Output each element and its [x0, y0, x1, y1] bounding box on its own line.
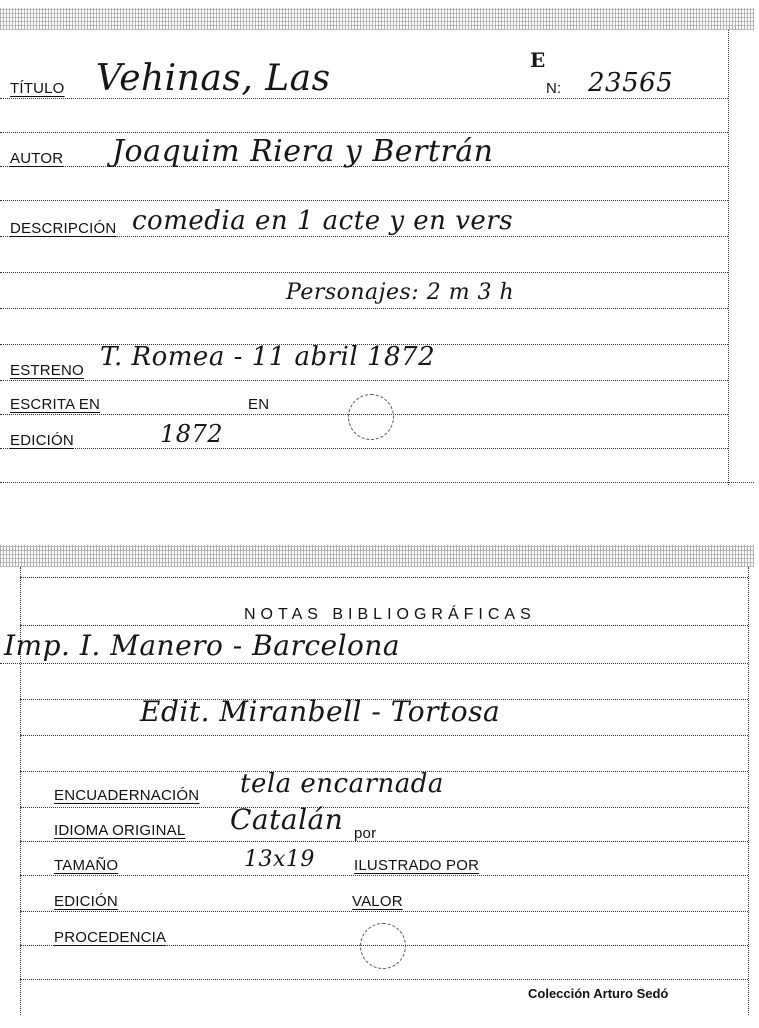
ilustrado-label: ILUSTRADO POR	[354, 857, 480, 874]
escrita-en-label: ESCRITA EN	[10, 396, 101, 413]
idioma-label: IDIOMA ORIGINAL	[54, 822, 186, 839]
ruled-line	[20, 807, 748, 808]
card-top-edge-speckle	[0, 8, 754, 30]
tamano-value: 13x19	[244, 847, 315, 872]
ruled-line	[0, 482, 754, 483]
nota-line-1: Imp. I. Manero - Barcelona	[4, 629, 401, 662]
circular-stamp-mark	[348, 394, 394, 440]
ruled-line	[0, 380, 728, 381]
numero-value: 23565	[588, 68, 674, 98]
card-bottom-edge-speckle	[0, 545, 754, 567]
circular-stamp-mark	[360, 923, 406, 969]
en-label: EN	[248, 396, 270, 413]
descripcion-value: comedia en 1 acte y en vers	[132, 206, 514, 236]
titulo-value: Vehinas, Las	[96, 58, 331, 99]
card-right-border	[728, 30, 729, 485]
ruled-line	[20, 841, 748, 842]
catalog-card-bottom	[0, 545, 754, 1015]
ruled-line	[20, 979, 748, 980]
card-right-border	[748, 567, 749, 1015]
ruled-line	[20, 875, 748, 876]
notas-heading: NOTAS BIBLIOGRÁFICAS	[244, 606, 536, 623]
ruled-line	[20, 911, 748, 912]
ruled-line	[0, 132, 728, 133]
edicion-label: EDICIÓN	[54, 893, 118, 910]
ruled-line	[0, 308, 728, 309]
procedencia-label: PROCEDENCIA	[54, 929, 167, 946]
edicion-value: 1872	[160, 420, 224, 448]
ruled-line	[20, 735, 748, 736]
idioma-value: Catalán	[230, 803, 344, 836]
por-label: por	[354, 825, 377, 842]
encuadernacion-label: ENCUADERNACIÓN	[54, 787, 200, 804]
descripcion-label: DESCRIPCIÓN	[10, 220, 117, 237]
catalog-card-top	[0, 8, 754, 490]
autor-value: Joaquim Riera y Bertrán	[112, 134, 494, 169]
personajes-value: Personajes: 2 m 3 h	[286, 280, 515, 305]
ruled-line	[20, 625, 748, 626]
ruled-line	[0, 663, 748, 664]
ruled-line	[0, 272, 728, 273]
estreno-value: T. Romea - 11 abril 1872	[100, 342, 436, 372]
corner-mark: E	[530, 48, 546, 72]
valor-label: VALOR	[352, 893, 403, 910]
coleccion-footer: Colección Arturo Sedó	[528, 986, 669, 1001]
tamano-label: TAMAÑO	[54, 857, 119, 874]
ruled-line	[20, 577, 748, 578]
ruled-line	[0, 448, 728, 449]
nota-line-2: Edit. Miranbell - Tortosa	[140, 695, 501, 728]
numero-label: N:	[546, 80, 562, 97]
estreno-label: ESTRENO	[10, 362, 84, 379]
edicion-label: EDICIÓN	[10, 432, 74, 449]
encuadernacion-value: tela encarnada	[240, 769, 444, 799]
autor-label: AUTOR	[10, 150, 64, 167]
ruled-line	[0, 200, 728, 201]
titulo-label: TÍTULO	[10, 80, 65, 97]
